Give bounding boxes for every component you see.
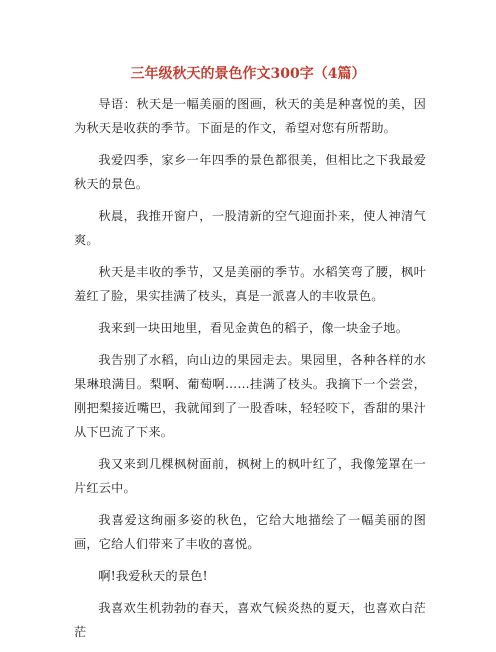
document-body <box>74 92 426 652</box>
paragraph-intro: 导语：秋天是一幅美丽的图画，秋天的美是种喜悦的美，因为秋天是收获的季节。下面是的作文，希望对您有所帮助。 <box>74 97 426 135</box>
paragraph: 我喜爱这绚丽多姿的秋色，它给大地描绘了一幅美丽的图画，它给人们带来了丰收的喜悦。 <box>74 513 426 551</box>
paragraph: 秋天是丰收的季节，又是美丽的季节。水稻笑弯了腰，枫叶羞红了脸，果实挂满了枝头，真是一派喜人的丰收景色。 <box>74 265 426 303</box>
document-title: 三年级秋天的景色作文300字（4篇） <box>130 66 366 82</box>
paragraph: 我告别了水稻，向山边的果园走去。果园里，各种各样的水果琳琅满目。梨啊、葡萄啊……挂满了枝头。我摘下一个尝尝，刚把梨接近嘴巴，我就闻到了一股香味，轻轻咬下，香甜的果汁从下巴流了下来。 <box>74 353 426 439</box>
paragraph: 我喜欢生机勃勃的春天，喜欢气候炎热的夏天，也喜欢白茫茫 <box>74 601 426 639</box>
paragraph: 啊!我爱秋天的景色! <box>98 569 208 583</box>
paragraph: 我爱四季，家乡一年四季的景色都很美，但相比之下我最爱秋天的景色。 <box>74 153 426 191</box>
paragraph: 秋晨，我推开窗户，一股清新的空气迎面扑来，使人神清气爽。 <box>74 209 426 247</box>
paragraph: 我来到一块田地里，看见金黄色的稻子，像一块金子地。 <box>98 321 409 335</box>
paragraph: 我又来到几棵枫树面前，枫树上的枫叶红了，我像笼罩在一片红云中。 <box>74 457 426 495</box>
